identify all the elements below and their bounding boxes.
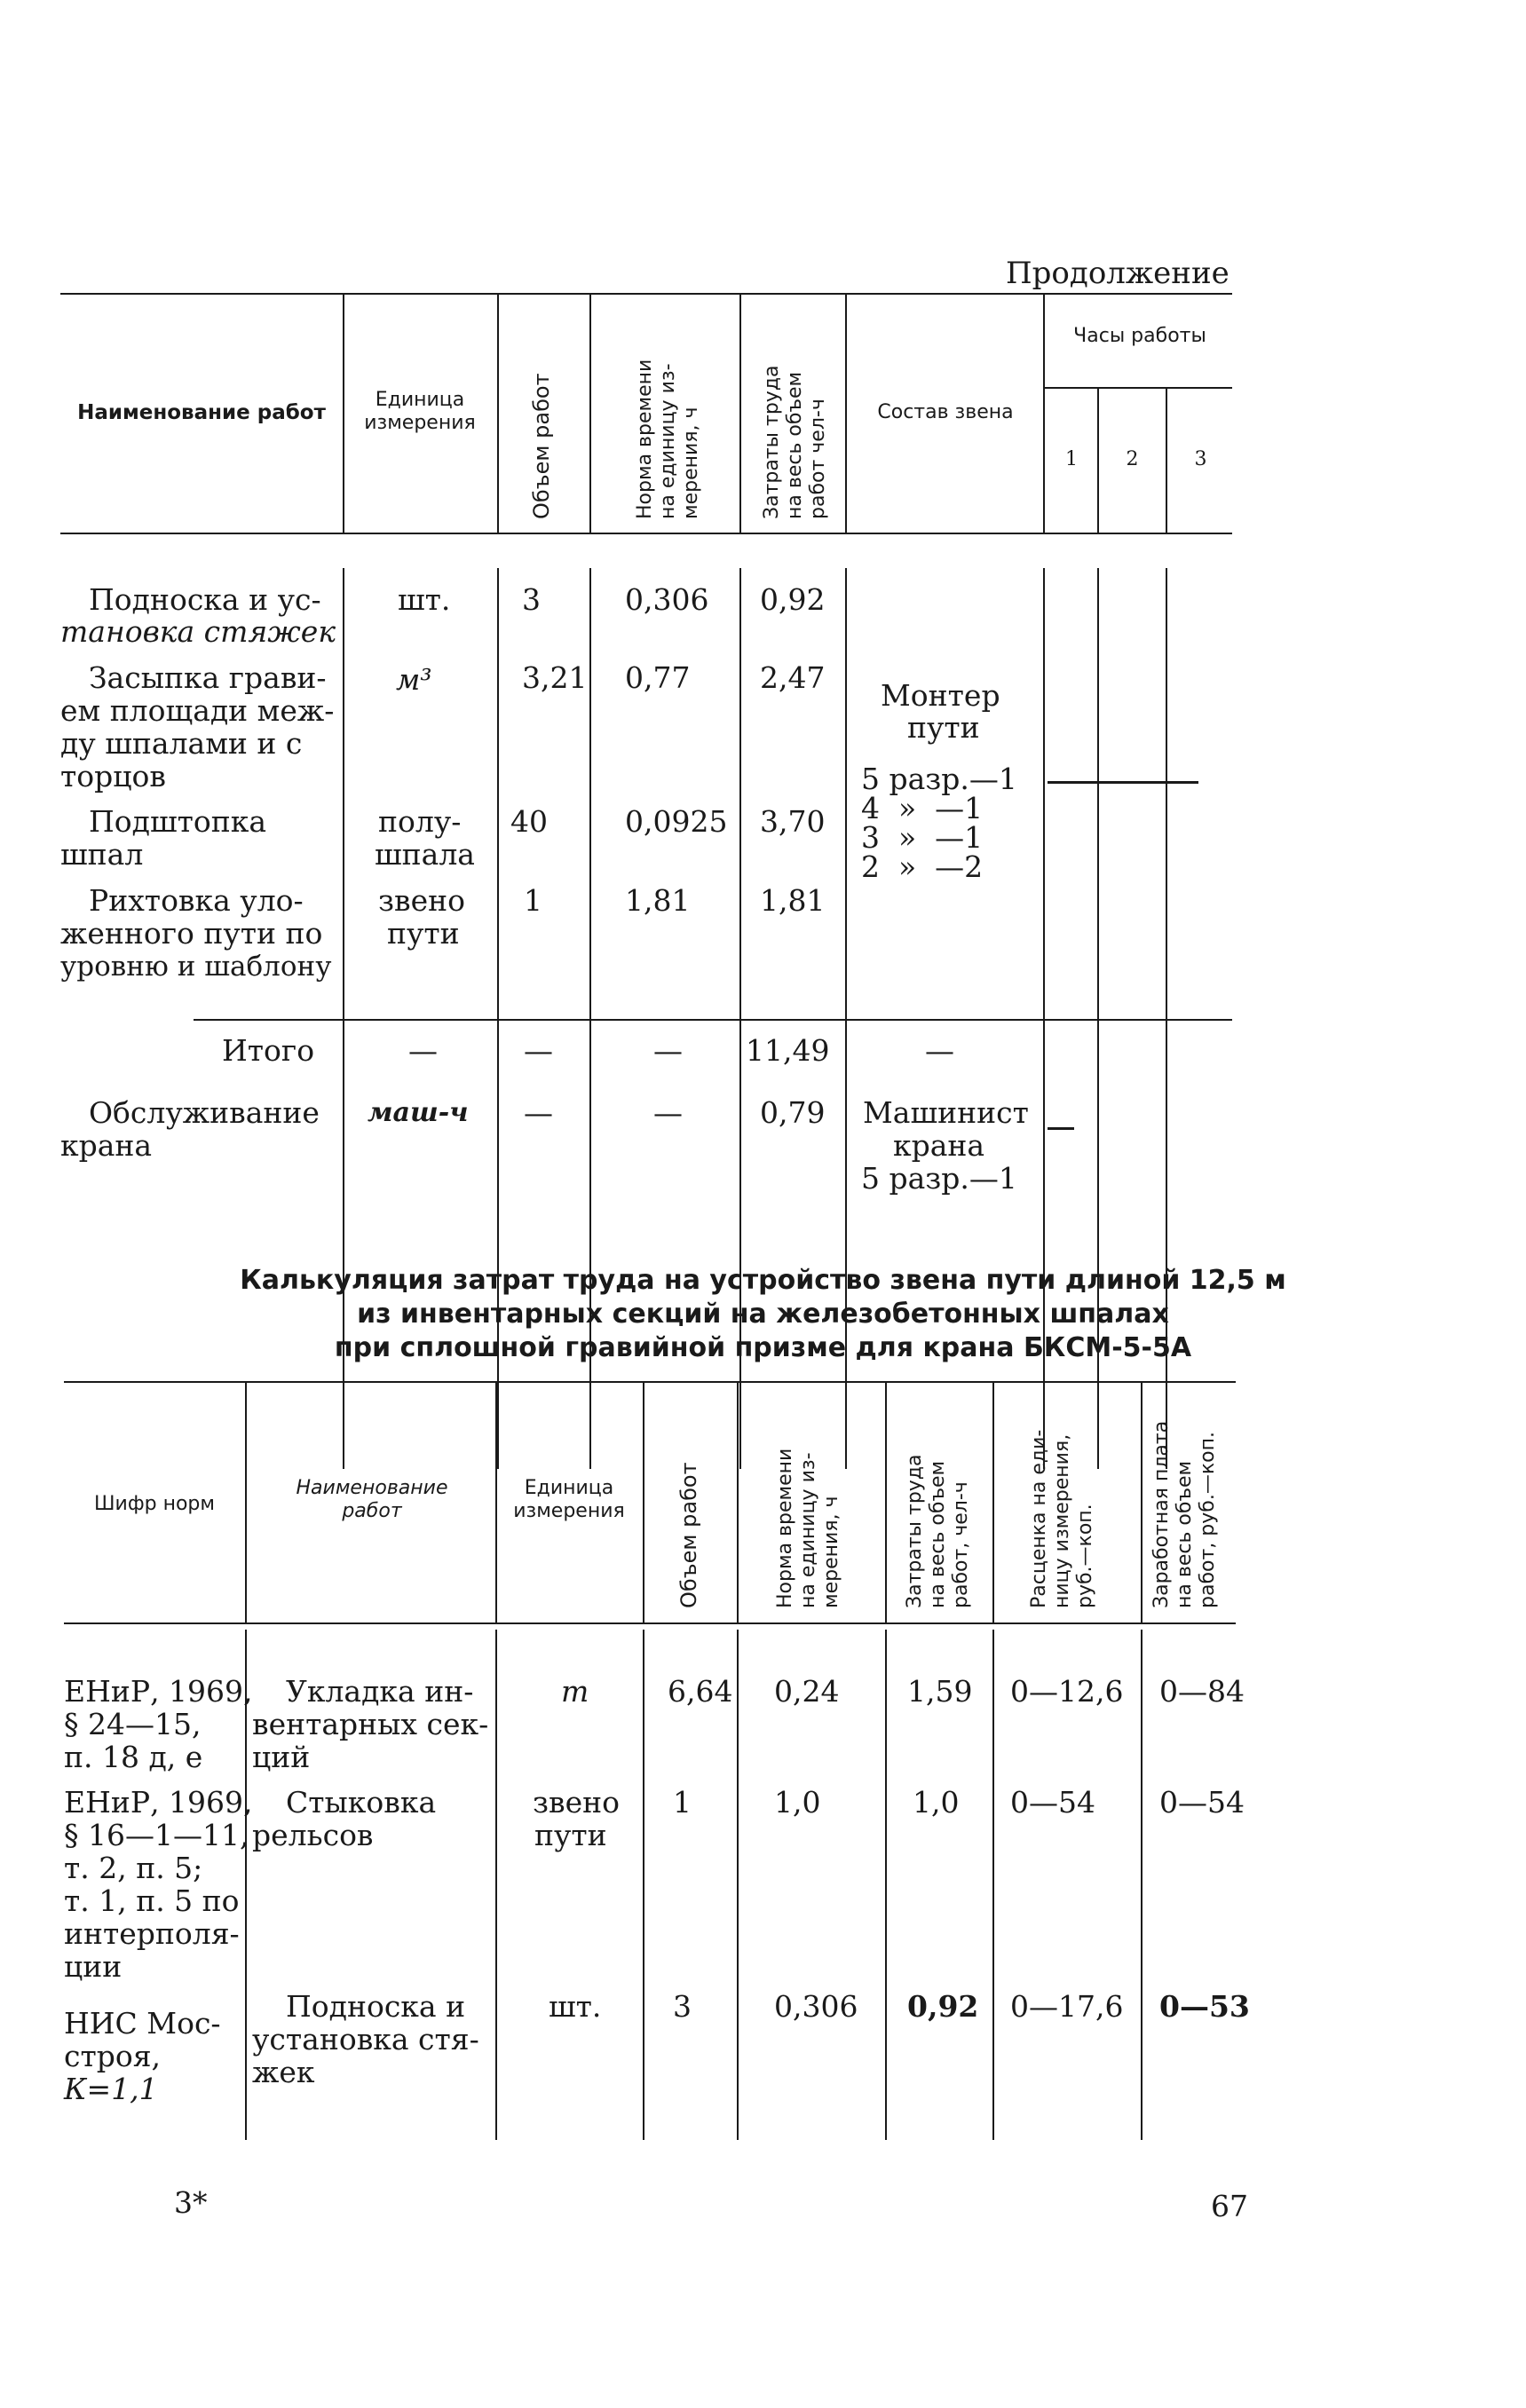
row3-norm: 0,0925 (625, 804, 728, 839)
table-1-col-rule (497, 293, 499, 533)
crane-crew-line1: Машинист (863, 1095, 1029, 1130)
t2-header-norm-line1: Норма времени (774, 1448, 796, 1608)
t2-header-wage-line2: на весь объем (1174, 1460, 1196, 1608)
t2-row3-name-line3: жек (252, 2055, 315, 2089)
t2-row2-unit-line1: звено (533, 1785, 620, 1820)
t2-row1-name-line1: Укладка ин- (286, 1674, 474, 1709)
t2-row1-name-line3: ций (252, 1740, 311, 1774)
table-2-col-rule (885, 1381, 887, 1622)
row4-unit-line1: звено (378, 883, 465, 918)
header-cost (761, 365, 830, 519)
table-2-col-rule (245, 1381, 247, 1622)
table-2-col-rule (737, 1381, 739, 1622)
row2-volume: 3,21 (522, 660, 588, 695)
t2-header-volume: Объем работ (676, 1462, 701, 1608)
header-unit (346, 389, 494, 435)
table-2-col-rule (643, 1630, 644, 2140)
header-cost-line1: Затраты труда (761, 365, 783, 519)
t2-row2-wage: 0—54 (1159, 1785, 1245, 1820)
crane-volume: — (524, 1095, 553, 1130)
t2-row3-unit: шт. (549, 1989, 602, 2024)
crane-cost: 0,79 (760, 1095, 826, 1130)
crane-name-line1: Обслуживание (89, 1095, 320, 1130)
t2-header-cost-line3: работ, чел-ч (950, 1481, 972, 1608)
row3-name-line2: шпал (60, 837, 144, 872)
row4-name-line2: женного пути по (60, 916, 323, 951)
t2-header-code: Шифр норм (94, 1493, 215, 1515)
gantt-bar-2 (1048, 1127, 1074, 1130)
row4-name-line3: уровню и шаблону (60, 951, 332, 983)
table-2-col-rule (885, 1630, 887, 2140)
t2-row2-cost: 1,0 (913, 1785, 960, 1820)
row4-name-line1: Рихтовка уло- (89, 883, 304, 918)
crew-line5: 3 » —1 (861, 820, 984, 855)
t2-header-cost (904, 1454, 973, 1608)
t2-row3-code-line1: НИС Мос- (64, 2006, 221, 2041)
header-unit-text: Единица измерения (364, 389, 476, 434)
t2-header-norm (774, 1449, 843, 1608)
header-cost-line3: работ чел-ч (807, 399, 829, 519)
footer-signature: 3* (174, 2185, 208, 2220)
t2-row1-name-line2: вентарных сек- (252, 1707, 489, 1741)
crane-norm: — (653, 1095, 683, 1130)
row3-volume: 40 (510, 804, 548, 839)
row2-cost: 2,47 (760, 660, 826, 695)
t2-header-wage-line3: работ, руб.—коп. (1197, 1432, 1219, 1608)
crane-crew-line2: крана (893, 1128, 985, 1163)
t2-header-wage (1150, 1421, 1220, 1608)
table-1-col-rule (343, 293, 344, 533)
row2-norm: 0,77 (625, 660, 691, 695)
continuation-label: Продолжение (1006, 256, 1229, 291)
t2-row2-unit-line2: пути (534, 1818, 607, 1852)
header-norm-line1: Норма времени (634, 359, 656, 519)
table-2-col-rule (1141, 1630, 1143, 2140)
header-norm-line3: мерения, ч (680, 407, 702, 519)
t2-header-name (257, 1477, 486, 1523)
row1-cost: 0,92 (760, 582, 826, 617)
t2-header-norm-line3: мерения, ч (820, 1496, 842, 1608)
row2-name-line2: ем площади меж- (60, 693, 335, 728)
t2-row2-code-line6: ции (64, 1949, 123, 1984)
t2-header-unit-text: Единица измерения (513, 1477, 625, 1522)
header-hours: Часы работы (1073, 325, 1206, 347)
t2-header-name-text: Наименование работ (296, 1477, 448, 1522)
table-2-top-rule (64, 1381, 1236, 1383)
table-1-col-rule (1043, 293, 1045, 533)
row4-cost: 1,81 (760, 883, 826, 918)
row3-cost: 3,70 (760, 804, 826, 839)
table-1-col-rule (739, 293, 741, 533)
table-2-col-rule (737, 1630, 739, 2140)
t2-row2-rate: 0—54 (1010, 1785, 1095, 1820)
t2-row2-name-line2: рельсов (252, 1818, 374, 1852)
total-unit: — (408, 1033, 438, 1068)
t2-row1-rate: 0—12,6 (1010, 1674, 1124, 1709)
t2-row2-norm: 1,0 (774, 1785, 821, 1820)
t2-header-cost-line1: Затраты труда (904, 1454, 926, 1608)
table-2-col-rule (992, 1381, 994, 1622)
t2-row1-code-line3: п. 18 д, е (64, 1740, 203, 1774)
table-2-col-rule (643, 1381, 644, 1622)
table-1-top-rule (60, 293, 1232, 295)
row3-unit-line1: полу- (378, 804, 462, 839)
row2-name-line1: Засыпка грави- (89, 660, 327, 695)
t2-header-rate-line3: руб.—коп. (1074, 1504, 1096, 1608)
t2-row2-name-line1: Стыковка (286, 1785, 437, 1820)
t2-header-rate-line2: ницу измерения, (1051, 1433, 1073, 1608)
row2-unit: м³ (396, 662, 432, 697)
total-cost: 11,49 (746, 1033, 830, 1068)
row3-unit-line2: шпала (375, 837, 475, 872)
table-1-col-rule (589, 293, 591, 533)
table-2-col-rule (992, 1630, 994, 2140)
crew-line4: 4 » —1 (861, 791, 984, 825)
crew-line6: 2 » —2 (861, 849, 984, 884)
table-2-header-rule (64, 1622, 1236, 1624)
t2-row3-name-line1: Подноска и (286, 1989, 466, 2024)
crane-unit: маш-ч (368, 1097, 469, 1128)
row4-norm: 1,81 (625, 883, 691, 918)
caption-line1: Калькуляция затрат труда на устройство звена пути длиной 12,5 м (240, 1265, 1286, 1296)
header-volume: Объем работ (529, 373, 554, 519)
header-cost-line2: на весь объем (784, 371, 806, 519)
table-1-col-rule (845, 293, 847, 533)
row4-unit-line2: пути (387, 916, 460, 951)
row3-name-line1: Подштопка (89, 804, 267, 839)
row4-volume: 1 (524, 883, 542, 918)
row1-name-line1: Подноска и ус- (89, 582, 321, 617)
t2-row3-rate: 0—17,6 (1010, 1989, 1124, 2024)
table-1-header-rule (60, 533, 1232, 534)
t2-row3-norm: 0,306 (774, 1989, 858, 2024)
row2-name-line4: торцов (60, 759, 166, 793)
crew-line1: Монтер (881, 678, 1000, 713)
t2-header-cost-line2: на весь объем (927, 1460, 949, 1608)
t2-row1-unit: т (561, 1674, 589, 1709)
row1-unit: шт. (398, 582, 451, 617)
t2-row3-code-line3: К=1,1 (64, 2072, 158, 2106)
row1-norm: 0,306 (625, 582, 709, 617)
caption-line3: при сплошной гравийной призме для крана БКСМ-5-5А (334, 1332, 1192, 1363)
total-crew: — (925, 1033, 954, 1068)
t2-row2-code-line3: т. 2, п. 5; (64, 1851, 203, 1885)
t2-header-rate-line1: Расценка на еди- (1028, 1429, 1050, 1608)
total-volume: — (524, 1033, 553, 1068)
row2-name-line3: ду шпалами и с (60, 726, 303, 761)
header-hour-1: 1 (1065, 448, 1078, 470)
header-norm-line2: на единицу из- (657, 363, 679, 519)
t2-row2-code-line4: т. 1, п. 5 по (64, 1883, 240, 1918)
t2-header-unit (497, 1477, 641, 1523)
crew-line3: 5 разр.—1 (861, 762, 1017, 796)
crane-name-line2: крана (60, 1128, 153, 1163)
crew-line2: пути (907, 710, 980, 745)
total-norm: — (653, 1033, 683, 1068)
row1-name-line2: тановка стяжек (60, 614, 336, 649)
t2-row3-wage: 0—53 (1159, 1989, 1250, 2024)
t2-header-norm-line2: на единицу из- (797, 1452, 819, 1608)
caption-line2: из инвентарных секций на железобетонных шпалах (357, 1299, 1169, 1330)
table-2-col-rule (1141, 1381, 1143, 1622)
t2-row1-code-line1: ЕНиР, 1969, (64, 1674, 253, 1709)
page-number: 67 (1211, 2189, 1248, 2223)
total-label: Итого (222, 1033, 315, 1068)
crane-crew-line3: 5 разр.—1 (861, 1161, 1017, 1196)
header-hour-3: 3 (1194, 448, 1207, 470)
t2-row1-wage: 0—84 (1159, 1674, 1245, 1709)
t2-row2-code-line1: ЕНиР, 1969, (64, 1785, 253, 1820)
t2-row1-volume: 6,64 (668, 1674, 733, 1709)
t2-row2-code-line2: § 16—1—11, (64, 1818, 249, 1852)
t2-row2-volume: 1 (673, 1785, 692, 1820)
header-hour-2: 2 (1126, 448, 1139, 470)
header-crew: Состав звена (877, 401, 1014, 423)
t2-row1-cost: 1,59 (907, 1674, 973, 1709)
t2-header-wage-line1: Заработная плата (1150, 1420, 1173, 1608)
t2-row1-norm: 0,24 (774, 1674, 840, 1709)
row1-volume: 3 (522, 582, 541, 617)
header-norm (634, 359, 703, 519)
t2-row3-cost: 0,92 (907, 1989, 979, 2024)
t2-row1-code-line2: § 24—15, (64, 1707, 202, 1741)
table-1-hours-rule (1045, 387, 1232, 389)
table-2-col-rule (495, 1630, 497, 2140)
t2-row3-code-line2: строя, (64, 2039, 162, 2073)
t2-row3-volume: 3 (673, 1989, 692, 2024)
t2-row2-code-line5: интерполя- (64, 1916, 240, 1951)
t2-row3-name-line2: установка стя- (252, 2022, 479, 2057)
table-1-total-rule (194, 1019, 1232, 1021)
gantt-bar-1 (1048, 781, 1198, 784)
t2-header-rate (1028, 1430, 1097, 1608)
header-name: Наименование работ (77, 401, 326, 424)
